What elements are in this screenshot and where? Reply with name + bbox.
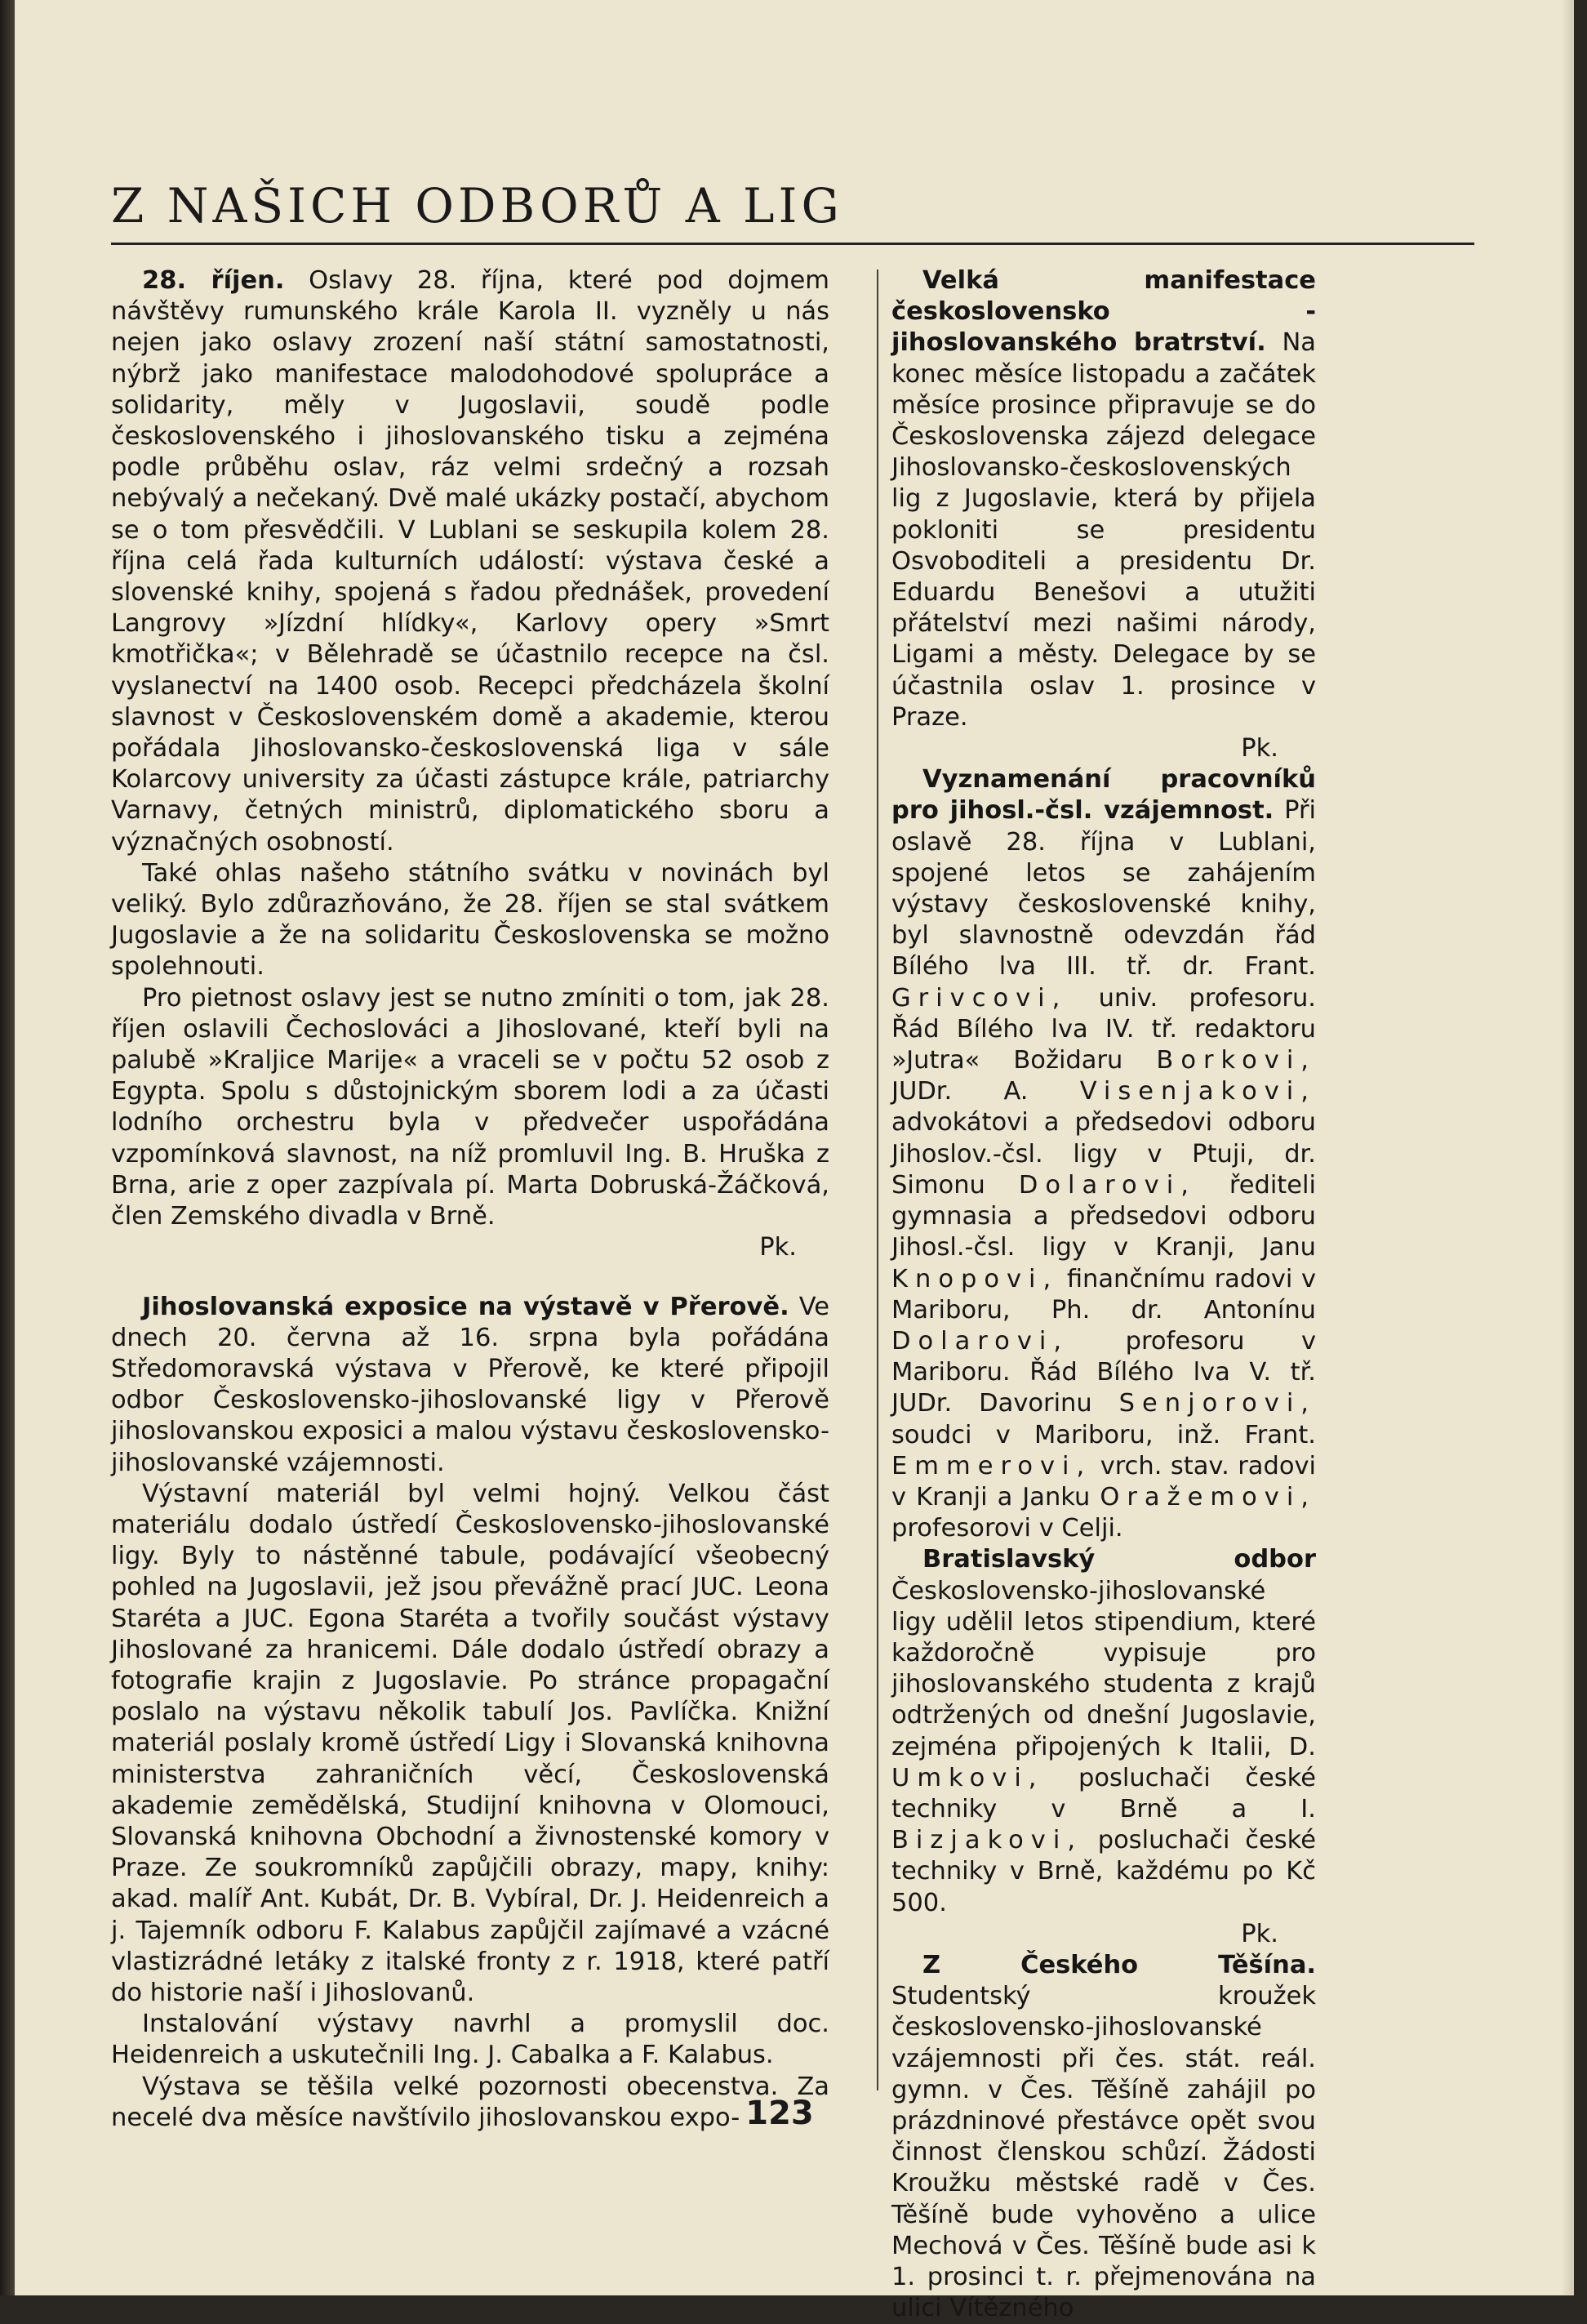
article-manifestation: Velká manifestace československo - jihoslovanského bratrství. Na konec měsíce listopadu a začátek měsíce prosince připravuje se do Československa zájezd delegace Jihoslovansko-československých lig z Jugoslavie, která by přijela pokloniti se presidentu Osvoboditeli a presidentu Dr. Eduardu Benešovi a utužiti přátelství mezi našimi národy, Ligami a městy. Delegace by se účastnila oslav 1. prosince v Praze. [891, 266, 1316, 732]
author-signature: Pk. [759, 1233, 797, 1262]
article-oct28: 28. říjen. Oslavy 28. října, které pod dojmem návštěvy rumunského krále Karola II. vyzněly u nás nejen jako oslavy zrození naší státní samostatnosti, nýbrž jako manifestace malodohodové spolupráce a solidarity, měly v Jugoslavii, soudě podle československého i jihoslovanského tisku a zejména podle průběhu oslav, ráz velmi srdečný a rozsah nebývalý a nečekaný. Dvě malé ukázky postačí, abychom se o tom přesvědčili. V Lublani se seskupila kolem 28. října celá řada kulturních událostí: výstava české a slovenské knihy, spojená s řadou přednášek, provedení Langrovy »Jízdní hlídky«, Karlovy opery »Smrt kmotřička«; v Bělehradě se účastnilo recepce na čsl. vyslanectví na 1400 osob. Recepci předcházela školní slavnost v Československém domě a akademie, kterou pořádala Jihoslovansko-československá liga v sále Kolarcovy university za účasti zástupce krále, patriarchy Varnavy, četných ministrů, diplomatického sboru a význačných osobností. [111, 266, 829, 857]
article-bratislava: Bratislavský odbor Československo-jihoslovanské ligy udělil letos stipendium, které každoročně vypisuje pro jihoslovanského studenta z krajů odtržených od dnešní Jugoslavie, zejména připojených k Italii, D. Umkovi, posluchači české techniky v Brně a I. Bizjakovi, posluchači české techniky v Brně, každému po Kč 500. [891, 1545, 1316, 1917]
person-name: Emmerovi, [891, 1451, 1092, 1480]
paragraph: Také ohlas našeho státního svátku v novinách byl veliký. Bylo zdůrazňováno, že 28. říjen se stal svátkem Jugoslavie a že na solidaritu Československa se možno spolehnouti. [111, 858, 829, 982]
article-lead: 28. říjen. [142, 266, 285, 295]
heading-rule [111, 243, 1474, 245]
paragraph: Pro pietnost oslavy jest se nutno zmíniti o tom, jak 28. říjen oslavili Čechoslováci a Jihoslované, kteří byli na palubě »Kraljice Marije« a vraceli se v počtu 52 osob z Egypta. Spolu s důstojnickým sborem lodi a za účasti lodního orchestru byla v předvečer uspořádána vzpomínková slavnost, na níž promluvil Ing. B. Hruška z Brna, arie z oper zazpívala pí. Marta Dobruská-Žáčková, člen Zemského divadla v Brně. [111, 983, 829, 1231]
person-name: Oražemovi, [1100, 1482, 1316, 1511]
person-name: Dolarovi, [1018, 1170, 1196, 1200]
left-column [111, 265, 829, 2134]
person-name: Bizjakovi, [891, 1826, 1083, 1855]
paragraph: Výstavní materiál byl velmi hojný. Velkou část materiálu dodalo ústředí Československo-jihoslovanské ligy. Byly to nástěnné tabule, podávající všeobecný pohled na Jugoslavii, jež jsou převážně prací JUC. Leona Staréta a JUC. Egona Staréta a tvořily součást výstavy Jihoslované za hranicemi. Dále dodalo ústředí obrazy a fotografie krajin z Jugoslavie. Po stránce propagační poslalo na výstavu několik tabulí Jos. Pavlíčka. Knižní materiál poslaly kromě ústředí Ligy i Slovanská knihovna ministerstva zahraničních věcí, Československá akademie zemědělská, Studijní knihovna v Olomouci, Slovanská knihovna Obchodní a živnostenské komory v Praze. Ze soukromníků zapůjčili obrazy, mapy, knihy: akad. malíř Ant. Kubát, Dr. B. Vybíral, Dr. J. Heidenreich a j. Tajemník odboru F. Kalabus zapůjčil zajímavé a vzácné vlastizrádné letáky z italské fronty z r. 1918, které patří do historie naší i Jihoslovanů. [111, 1479, 829, 2007]
author-signature: Pk. [1241, 1919, 1278, 1948]
person-name: Umkovi, [891, 1763, 1044, 1792]
article-awards: Vyznamenání pracovníků pro jihosl.-čsl. vzájemnost. Při oslavě 28. října v Lublani, spojené letos se zahájením výstavy československé knihy, byl slavnostně odevzdán řád Bílého lva III. tř. dr. Frant. Grivcovi, univ. profesoru. Řád Bílého lva IV. tř. redaktoru »Jutra« Božidaru Borkovi, JUDr. A. Visenjakovi, advokátovi a předsedovi odboru Jihoslov.-čsl. ligy v Ptuji, dr. Simonu Dolarovi, řediteli gymnasia a předsedovi odboru Jihosl.-čsl. ligy v Kranji, Janu Knopovi, finančnímu radovi v Mariboru, Ph. dr. Antonínu Dolarovi, profesoru v Mariboru. Řád Bílého lva V. tř. JUDr. Davorinu Senjorovi, soudci v Mariboru, inž. Frant. Emmerovi, vrch. stav. radovi v Kranji a Janku Oražemovi, profesorovi v Celji. [891, 765, 1317, 1543]
person-name: Grivcovi, [891, 983, 1068, 1013]
article-cesky-tesin: Z Českého Těšína. Studentský kroužek československo-jihoslovanské vzájemnosti při čes. stát. reál. gymn. v Čes. Těšíně zahájil po prázdninové přestávce opět svou činnost členskou schůzí. Žádosti Kroužku městské radě v Čes. Těšíně bude vyhověno a ulice Mechová v Čes. Těšíně bude asi k 1. prosinci t. r. přejmenována na ulici Vítězného [891, 1950, 1316, 2323]
article-lead: Velká manifestace československo - jihoslovanského bratrství. [891, 266, 1316, 358]
person-name: Visenjakovi, [1079, 1077, 1316, 1106]
right-column [891, 265, 1316, 2324]
author-signature: Pk. [1241, 734, 1278, 764]
article-prerov: Jihoslovanská exposice na výstavě v Přerově. Ve dnech 20. června až 16. srpna byla pořádána Středomoravská výstava v Přerově, ke které připojil odbor Československo-jihoslovanské ligy v Přerově jihoslovanskou exposici a malou výstavu československo-jihoslovanské vzájemnosti. [111, 1292, 829, 1477]
page-number: 123 [745, 2095, 814, 2132]
column-divider [877, 269, 878, 2090]
article-lead: Jihoslovanská exposice na výstavě v Přerově. [142, 1292, 789, 1321]
book-gutter [0, 0, 15, 2295]
person-name: Knopovi, [891, 1264, 1059, 1293]
paragraph: Výstava se těšila velké pozornosti obecenstva. Za necelé dva měsíce navštívilo jihoslovanskou expo- [111, 2072, 829, 2132]
article-lead: Vyznamenání pracovníků pro jihosl.-čsl. vzájemnost. [891, 765, 1316, 826]
article-lead: Bratislavský odbor [922, 1545, 1316, 1574]
person-name: Borkovi, [1156, 1046, 1316, 1075]
page-edge [1561, 0, 1574, 2295]
article-lead: Z Českého Těšína. [922, 1950, 1316, 1979]
section-heading: Z NAŠICH ODBORŮ A LIG [111, 178, 843, 234]
paragraph: Instalování výstavy navrhl a promyslil doc. Heidenreich a uskutečnili Ing. J. Cabalka a F. Kalabus. [111, 2010, 829, 2070]
person-name: Dolarovi, [891, 1326, 1069, 1356]
person-name: Senjorovi, [1118, 1389, 1316, 1418]
